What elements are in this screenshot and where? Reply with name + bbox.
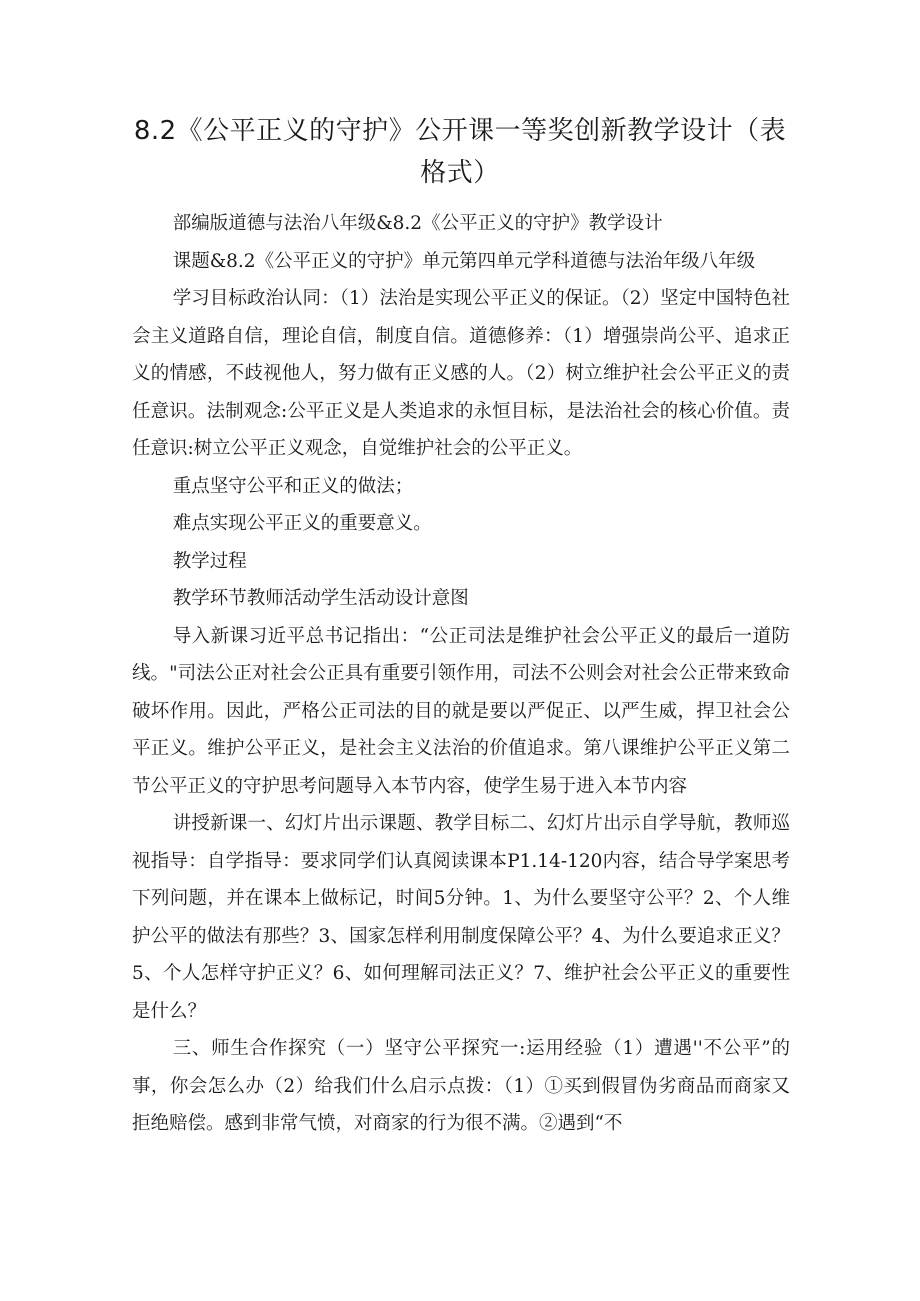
paragraph-inquiry: 三、师生合作探究（一）坚守公平探究一:运用经验（1）遭遇''不公平”的事，你会怎么办（2）给我们什么启示点拨：（1）①买到假冒伪劣商品而商家又拒绝赔偿。感到非常气愤，对商家的行为很不满。②遇到“不 [132,1038,790,1134]
paragraph-objectives: 学习目标政治认同：（1）法治是实现公平正义的保证。（2）坚定中国特色社会主义道路自信，理论自信，制度自信。道德修养：（1）增强崇尚公平、追求正义的情感，不歧视他人，努力做有正义感的人。（2）树立维护社会公平正义的责任意识。法制观念:公平正义是人类追求的永恒目标，是法治社会的核心价值。责任意识:树立公平正义观念，自觉维护社会的公平正义。 [132,288,790,459]
document-title: 8.2《公平正义的守护》公开课一等奖创新教学设计（表格式） [133,116,787,188]
paragraph-topic: 课题&8.2《公平正义的守护》单元第四单元学科道德与法治年级八年级 [172,250,756,272]
paragraph-key-point: 重点坚守公平和正义的做法； [172,475,414,497]
paragraph-table-header: 教学环节教师活动学生活动设计意图 [172,588,469,609]
document-body [132,205,790,1143]
paragraph-intro: 部编版道德与法治八年级&8.2《公平正义的守护》教学设计 [172,213,663,234]
paragraph-introduction: 导入新课习近平总书记指出：“公正司法是维护社会公平正义的最后一道防线。"司法公正对社会公正具有重要引领作用，司法不公则会对社会公正带来致命破坏作用。因此，严格公正司法的目的就是要以严促正、以严生威，捍卫社会公平正义。维护公平正义，是社会主义法治的价值追求。第八课维护公平正义第二节公平正义的守护思考问题导入本节内容，使学生易于进入本节内容 [132,625,790,797]
paragraph-process: 教学过程 [172,550,247,572]
paragraph-new-lesson: 讲授新课一、幻灯片出示课题、教学目标二、幻灯片出示自学导航，教师巡视指导：自学指导：要求同学们认真阅读课本P1.14-120内容，结合导学案思考下列问题，并在课本上做标记，时间5分钟。1、为什么要坚守公平？2、个人维护公平的做法有那些？3、国家怎样利用制度保障公平？4、为什么要追求正义？5、个人怎样守护正义？6、如何理解司法正义？7、维护社会公平正义的重要性是什么？ [132,813,790,1022]
paragraph-difficulty: 难点实现公平正义的重要意义。 [172,513,432,534]
